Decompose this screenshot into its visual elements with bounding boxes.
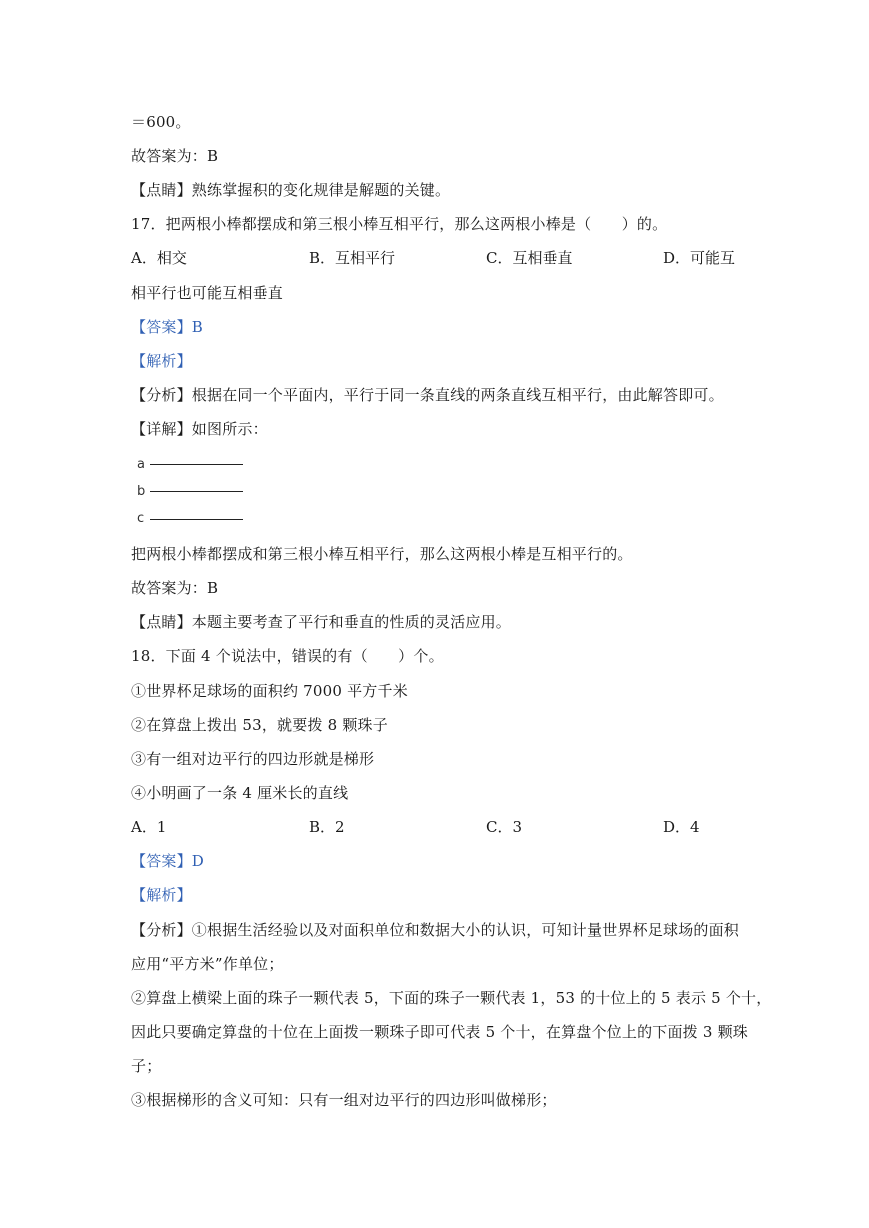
q18-statement-1: ①世界杯足球场的面积约 7000 平方千米: [131, 682, 408, 700]
q18-option-a: A．1: [131, 818, 167, 836]
text-line: ＝600。: [131, 113, 191, 131]
q18-analysis-5: 子；: [131, 1057, 162, 1075]
line-c: [150, 519, 243, 520]
q18-option-c: C．3: [486, 818, 523, 836]
q18-analysis-1: 【分析】①根据生活经验以及对面积单位和数据大小的认识，可知计量世界杯足球场的面积: [131, 921, 740, 939]
q18-answer: 【答案】D: [131, 852, 205, 870]
line-label-c: c: [137, 511, 145, 526]
q18-statement-3: ③有一组对边平行的四边形就是梯形: [131, 750, 375, 768]
q18-analysis-4: 因此只要确定算盘的十位在上面拨一颗珠子即可代表 5 个十，在算盘个位上的下面拨 3 颗珠: [131, 1023, 748, 1041]
q17-detail: 【详解】如图所示：: [131, 420, 268, 438]
q17-option-d-wrap: 相平行也可能互相垂直: [131, 284, 284, 302]
q17-conclusion: 把两根小棒都摆成和第三根小棒互相平行，那么这两根小棒是互相平行的。: [131, 545, 633, 563]
q18-analysis-2: 应用“平方米”作单位；: [131, 955, 284, 973]
q18-option-b: B．2: [309, 818, 345, 836]
q17-tip: 【点睛】本题主要考查了平行和垂直的性质的灵活应用。: [131, 613, 512, 631]
q18-option-d: D．4: [663, 818, 700, 836]
line-label-b: b: [137, 484, 146, 499]
q18-statement-2: ②在算盘上拨出 53，就要拨 8 颗珠子: [131, 716, 388, 734]
question-18: 18．下面 4 个说法中，错误的有（ ）个。: [131, 647, 444, 665]
q17-option-b: B．互相平行: [309, 249, 396, 267]
q17-final-answer: 故答案为：B: [131, 579, 219, 597]
q18-analysis-6: ③根据梯形的含义可知：只有一组对边平行的四边形叫做梯形；: [131, 1091, 557, 1109]
q17-analysis: 【分析】根据在同一个平面内，平行于同一条直线的两条直线互相平行，由此解答即可。: [131, 386, 724, 404]
q18-jiexi-heading: 【解析】: [131, 886, 192, 904]
parallel-lines-figure: [131, 452, 261, 532]
q17-option-c: C．互相垂直: [486, 249, 573, 267]
tip-line: 【点睛】熟练掌握积的变化规律是解题的关键。: [131, 181, 451, 199]
answer-line: 故答案为：B: [131, 147, 219, 165]
q17-option-d: D．可能互: [663, 249, 736, 267]
q18-analysis-3: ②算盘上横梁上面的珠子一颗代表 5，下面的珠子一颗代表 1，53 的十位上的 5 表示 5 个十，: [131, 989, 772, 1007]
q17-answer: 【答案】B: [131, 318, 204, 336]
q17-jiexi-heading: 【解析】: [131, 352, 192, 370]
line-b: [150, 491, 243, 492]
question-17: 17．把两根小棒都摆成和第三根小棒互相平行，那么这两根小棒是（ ）的。: [131, 215, 668, 233]
q18-statement-4: ④小明画了一条 4 厘米长的直线: [131, 784, 349, 802]
q17-option-a: A．相交: [131, 249, 187, 267]
line-label-a: a: [137, 457, 145, 472]
line-a: [150, 464, 243, 465]
